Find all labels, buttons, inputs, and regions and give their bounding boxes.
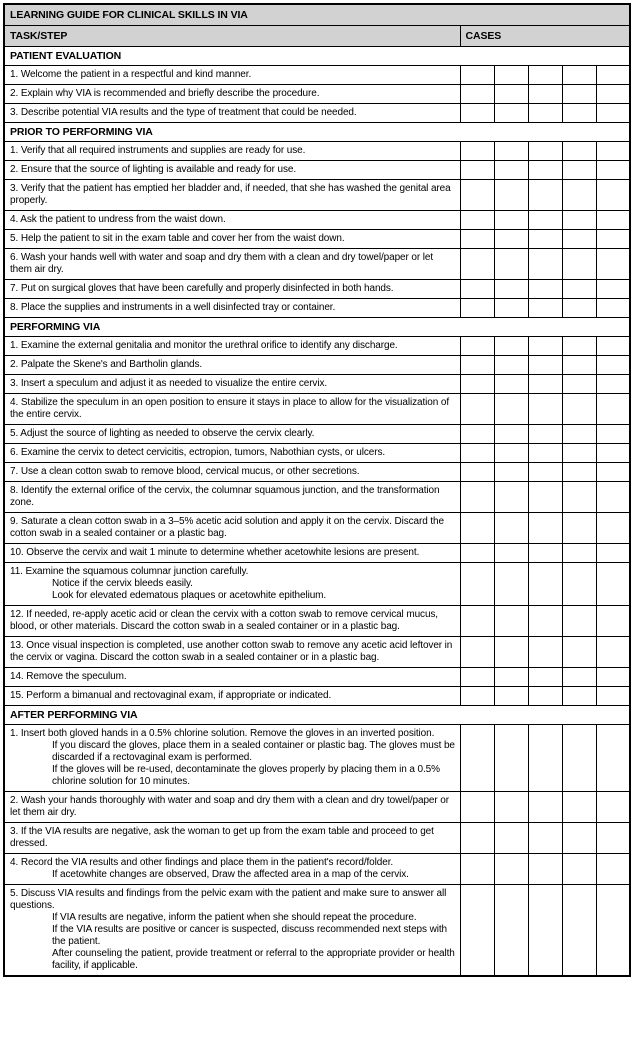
case-cell xyxy=(460,885,494,977)
case-cell xyxy=(528,337,562,356)
case-cell xyxy=(562,230,596,249)
case-cell xyxy=(460,482,494,513)
case-cell xyxy=(562,299,596,318)
case-cell xyxy=(460,85,494,104)
case-cell xyxy=(562,544,596,563)
case-cell xyxy=(528,463,562,482)
task-subline: If acetowhite changes are observed, Draw the affected area in a map of the cervix. xyxy=(52,869,409,880)
case-cell xyxy=(562,563,596,606)
case-cell xyxy=(528,637,562,668)
table-row xyxy=(4,544,630,563)
task-text: 12. If needed, re-apply acetic acid or clean the cervix with a cotton swab to remove cervical mucus, blood, or other materials. Discard the cotton swab in a sealed container or in a plastic bag. xyxy=(10,609,438,632)
case-cell xyxy=(528,66,562,85)
case-cell xyxy=(494,792,528,823)
section-header: AFTER PERFORMING VIA xyxy=(4,706,630,725)
case-cell xyxy=(562,606,596,637)
task-cell xyxy=(4,280,460,299)
case-cell xyxy=(596,513,630,544)
task-cell xyxy=(4,299,460,318)
case-cell xyxy=(460,687,494,706)
case-cell xyxy=(528,792,562,823)
case-cell xyxy=(528,725,562,792)
task-cell xyxy=(4,444,460,463)
table-row xyxy=(4,637,630,668)
case-cell xyxy=(596,725,630,792)
task-text: 2. Wash your hands thoroughly with water and soap and dry them with a clean and dry towel/paper or let them air dry. xyxy=(10,795,449,818)
case-cell xyxy=(460,792,494,823)
table-row xyxy=(4,668,630,687)
case-cell xyxy=(494,161,528,180)
case-cell xyxy=(528,544,562,563)
case-cell xyxy=(494,230,528,249)
task-text: 15. Perform a bimanual and rectovaginal exam, if appropriate or indicated. xyxy=(10,690,332,701)
case-cell xyxy=(562,482,596,513)
case-cell xyxy=(494,444,528,463)
task-cell xyxy=(4,249,460,280)
task-cell xyxy=(4,375,460,394)
task-cell xyxy=(4,425,460,444)
section-header-row xyxy=(4,318,630,337)
case-cell xyxy=(562,687,596,706)
case-cell xyxy=(494,425,528,444)
case-cell xyxy=(494,513,528,544)
case-cell xyxy=(494,668,528,687)
table-row xyxy=(4,725,630,792)
task-cell xyxy=(4,725,460,792)
task-text: 14. Remove the speculum. xyxy=(10,671,127,682)
case-cell xyxy=(494,725,528,792)
task-text: 3. Describe potential VIA results and the type of treatment that could be needed. xyxy=(10,107,357,118)
case-cell xyxy=(596,854,630,885)
case-cell xyxy=(562,885,596,977)
case-cell xyxy=(562,249,596,280)
case-cell xyxy=(596,823,630,854)
case-cell xyxy=(494,544,528,563)
table-row xyxy=(4,375,630,394)
column-header-task: TASK/STEP xyxy=(4,26,460,47)
case-cell xyxy=(596,563,630,606)
table-row xyxy=(4,66,630,85)
task-text: 9. Saturate a clean cotton swab in a 3–5% acetic acid solution and apply it on the cervix. Discard the cotton swab in a sealed container or a plastic bag. xyxy=(10,516,444,539)
case-cell xyxy=(562,725,596,792)
case-cell xyxy=(528,823,562,854)
case-cell xyxy=(596,66,630,85)
case-cell xyxy=(460,637,494,668)
table-row xyxy=(4,885,630,977)
case-cell xyxy=(494,211,528,230)
task-text: 2. Ensure that the source of lighting is available and ready for use. xyxy=(10,164,297,175)
table-row xyxy=(4,337,630,356)
task-text: 4. Ask the patient to undress from the waist down. xyxy=(10,214,226,225)
case-cell xyxy=(460,668,494,687)
task-subline: If you discard the gloves, place them in a sealed container or plastic bag. The gloves must be discarded if a rectovaginal exam is performed. xyxy=(52,740,455,763)
case-cell xyxy=(494,249,528,280)
task-cell xyxy=(4,356,460,375)
task-cell xyxy=(4,142,460,161)
task-text: 5. Discuss VIA results and findings from the pelvic exam with the patient and make sure to answer all questions. xyxy=(10,888,447,911)
task-text: 1. Examine the external genitalia and monitor the urethral orifice to identify any discharge. xyxy=(10,340,398,351)
case-cell xyxy=(596,161,630,180)
case-cell xyxy=(528,482,562,513)
task-cell xyxy=(4,180,460,211)
case-cell xyxy=(596,249,630,280)
case-cell xyxy=(494,337,528,356)
title-row xyxy=(4,4,630,26)
section-header: PRIOR TO PERFORMING VIA xyxy=(4,123,630,142)
case-cell xyxy=(596,211,630,230)
task-text: 13. Once visual inspection is completed, use another cotton swab to remove any acetic acid leftover in the cervix or vagina. Discard the cotton swab in a sealed container or in a plastic bag. xyxy=(10,640,453,663)
case-cell xyxy=(596,463,630,482)
table-row xyxy=(4,142,630,161)
case-cell xyxy=(460,463,494,482)
case-cell xyxy=(460,142,494,161)
task-cell xyxy=(4,885,460,977)
case-cell xyxy=(460,356,494,375)
table-row xyxy=(4,463,630,482)
task-cell xyxy=(4,823,460,854)
case-cell xyxy=(596,885,630,977)
case-cell xyxy=(596,668,630,687)
task-text: 1. Verify that all required instruments and supplies are ready for use. xyxy=(10,145,306,156)
case-cell xyxy=(494,482,528,513)
case-cell xyxy=(528,885,562,977)
case-cell xyxy=(596,394,630,425)
case-cell xyxy=(562,425,596,444)
table-row xyxy=(4,104,630,123)
task-text: 1. Welcome the patient in a respectful and kind manner. xyxy=(10,69,252,80)
document-title: LEARNING GUIDE FOR CLINICAL SKILLS IN VIA xyxy=(4,4,630,26)
task-text: 2. Palpate the Skene's and Bartholin glands. xyxy=(10,359,203,370)
task-cell xyxy=(4,394,460,425)
case-cell xyxy=(596,687,630,706)
task-text: 5. Help the patient to sit in the exam table and cover her from the waist down. xyxy=(10,233,345,244)
case-cell xyxy=(460,66,494,85)
case-cell xyxy=(494,375,528,394)
task-text: 5. Adjust the source of lighting as needed to observe the cervix clearly. xyxy=(10,428,315,439)
case-cell xyxy=(562,104,596,123)
case-cell xyxy=(528,356,562,375)
case-cell xyxy=(528,230,562,249)
case-cell xyxy=(528,180,562,211)
table-row xyxy=(4,854,630,885)
case-cell xyxy=(460,180,494,211)
case-cell xyxy=(528,280,562,299)
task-text: 7. Use a clean cotton swab to remove blood, cervical mucus, or other secretions. xyxy=(10,466,360,477)
table-row xyxy=(4,606,630,637)
table-row xyxy=(4,161,630,180)
task-cell xyxy=(4,854,460,885)
task-cell xyxy=(4,337,460,356)
case-cell xyxy=(494,180,528,211)
task-text: 1. Insert both gloved hands in a 0.5% chlorine solution. Remove the gloves in an inverted position. xyxy=(10,728,435,739)
case-cell xyxy=(562,337,596,356)
case-cell xyxy=(494,687,528,706)
case-cell xyxy=(494,854,528,885)
case-cell xyxy=(562,211,596,230)
table-row xyxy=(4,823,630,854)
table-row xyxy=(4,180,630,211)
task-cell xyxy=(4,544,460,563)
column-header-row xyxy=(4,26,630,47)
task-cell xyxy=(4,211,460,230)
case-cell xyxy=(562,854,596,885)
task-text: 11. Examine the squamous columnar junction carefully. xyxy=(10,566,249,577)
case-cell xyxy=(596,792,630,823)
case-cell xyxy=(460,104,494,123)
case-cell xyxy=(562,161,596,180)
task-cell xyxy=(4,230,460,249)
case-cell xyxy=(528,211,562,230)
case-cell xyxy=(528,104,562,123)
task-cell xyxy=(4,792,460,823)
column-header-cases: CASES xyxy=(460,26,630,47)
task-cell xyxy=(4,85,460,104)
table-row xyxy=(4,211,630,230)
case-cell xyxy=(460,563,494,606)
case-cell xyxy=(460,606,494,637)
task-text: 6. Wash your hands well with water and soap and dry them with a clean and dry towel/paper or let them air dry. xyxy=(10,252,434,275)
case-cell xyxy=(562,637,596,668)
task-subline: Notice if the cervix bleeds easily. xyxy=(52,578,193,589)
case-cell xyxy=(562,823,596,854)
case-cell xyxy=(562,85,596,104)
case-cell xyxy=(562,444,596,463)
case-cell xyxy=(494,280,528,299)
case-cell xyxy=(460,725,494,792)
task-cell xyxy=(4,687,460,706)
case-cell xyxy=(494,823,528,854)
table-row xyxy=(4,356,630,375)
task-cell xyxy=(4,668,460,687)
task-text: 8. Identify the external orifice of the cervix, the columnar squamous junction, and the transformation zone. xyxy=(10,485,440,508)
task-subline: If the VIA results are positive or cancer is suspected, discuss recommended next steps with the patient. xyxy=(52,924,447,947)
case-cell xyxy=(596,280,630,299)
case-cell xyxy=(460,394,494,425)
case-cell xyxy=(562,142,596,161)
case-cell xyxy=(460,375,494,394)
table-row xyxy=(4,280,630,299)
task-cell xyxy=(4,482,460,513)
table-row xyxy=(4,444,630,463)
case-cell xyxy=(596,85,630,104)
case-cell xyxy=(596,444,630,463)
task-cell xyxy=(4,606,460,637)
task-cell xyxy=(4,161,460,180)
case-cell xyxy=(460,249,494,280)
case-cell xyxy=(528,161,562,180)
table-row xyxy=(4,425,630,444)
learning-guide-table xyxy=(3,3,631,977)
case-cell xyxy=(460,230,494,249)
case-cell xyxy=(596,230,630,249)
case-cell xyxy=(562,792,596,823)
case-cell xyxy=(460,280,494,299)
case-cell xyxy=(460,425,494,444)
case-cell xyxy=(494,104,528,123)
case-cell xyxy=(596,544,630,563)
section-header-row xyxy=(4,123,630,142)
case-cell xyxy=(596,180,630,211)
task-cell xyxy=(4,513,460,544)
case-cell xyxy=(562,66,596,85)
task-text: 2. Explain why VIA is recommended and briefly describe the procedure. xyxy=(10,88,320,99)
case-cell xyxy=(494,394,528,425)
task-cell xyxy=(4,563,460,606)
case-cell xyxy=(596,606,630,637)
case-cell xyxy=(528,299,562,318)
case-cell xyxy=(528,687,562,706)
case-cell xyxy=(494,299,528,318)
guide-body xyxy=(4,47,630,977)
section-header-row xyxy=(4,47,630,66)
case-cell xyxy=(460,823,494,854)
table-row xyxy=(4,563,630,606)
case-cell xyxy=(494,885,528,977)
task-text: 6. Examine the cervix to detect cervicitis, ectropion, tumors, Nabothian cysts, or ulcers. xyxy=(10,447,386,458)
section-header: PERFORMING VIA xyxy=(4,318,630,337)
task-text: 10. Observe the cervix and wait 1 minute to determine whether acetowhite lesions are present. xyxy=(10,547,420,558)
case-cell xyxy=(596,299,630,318)
case-cell xyxy=(562,280,596,299)
task-subline: After counseling the patient, provide treatment or referral to the appropriate provider or health facility, if applicable. xyxy=(52,948,455,971)
case-cell xyxy=(460,211,494,230)
task-text: 3. If the VIA results are negative, ask the woman to get up from the exam table and proceed to get dressed. xyxy=(10,826,434,849)
case-cell xyxy=(460,854,494,885)
case-cell xyxy=(596,637,630,668)
case-cell xyxy=(460,513,494,544)
case-cell xyxy=(562,463,596,482)
case-cell xyxy=(562,180,596,211)
case-cell xyxy=(494,142,528,161)
case-cell xyxy=(596,375,630,394)
case-cell xyxy=(528,375,562,394)
case-cell xyxy=(596,104,630,123)
table-row xyxy=(4,482,630,513)
task-text: 4. Record the VIA results and other findings and place them in the patient's record/folder. xyxy=(10,857,394,868)
case-cell xyxy=(494,85,528,104)
section-header: PATIENT EVALUATION xyxy=(4,47,630,66)
case-cell xyxy=(596,142,630,161)
table-row xyxy=(4,299,630,318)
table-row xyxy=(4,230,630,249)
task-text: 3. Verify that the patient has emptied her bladder and, if needed, that she has washed the genital area properly. xyxy=(10,183,451,206)
case-cell xyxy=(596,482,630,513)
task-cell xyxy=(4,463,460,482)
case-cell xyxy=(528,563,562,606)
case-cell xyxy=(528,444,562,463)
case-cell xyxy=(494,606,528,637)
task-text: 3. Insert a speculum and adjust it as needed to visualize the entire cervix. xyxy=(10,378,328,389)
case-cell xyxy=(596,356,630,375)
task-cell xyxy=(4,66,460,85)
case-cell xyxy=(460,444,494,463)
case-cell xyxy=(460,544,494,563)
case-cell xyxy=(460,337,494,356)
case-cell xyxy=(528,142,562,161)
case-cell xyxy=(596,425,630,444)
case-cell xyxy=(562,394,596,425)
table-row xyxy=(4,249,630,280)
case-cell xyxy=(494,66,528,85)
case-cell xyxy=(528,85,562,104)
case-cell xyxy=(562,375,596,394)
case-cell xyxy=(528,249,562,280)
task-text: 7. Put on surgical gloves that have been carefully and properly disinfected in both hands. xyxy=(10,283,394,294)
task-text: 4. Stabilize the speculum in an open position to ensure it stays in place to allow for the visualization of the entire cervix. xyxy=(10,397,450,420)
task-cell xyxy=(4,637,460,668)
case-cell xyxy=(494,563,528,606)
case-cell xyxy=(528,606,562,637)
case-cell xyxy=(596,337,630,356)
table-row xyxy=(4,513,630,544)
task-text: 8. Place the supplies and instruments in a well disinfected tray or container. xyxy=(10,302,336,313)
task-subline: If VIA results are negative, inform the patient when she should repeat the procedure. xyxy=(52,912,417,923)
case-cell xyxy=(494,463,528,482)
table-row xyxy=(4,394,630,425)
case-cell xyxy=(562,668,596,687)
case-cell xyxy=(528,394,562,425)
table-row xyxy=(4,792,630,823)
case-cell xyxy=(562,513,596,544)
case-cell xyxy=(494,356,528,375)
case-cell xyxy=(528,425,562,444)
table-row xyxy=(4,687,630,706)
table-row xyxy=(4,85,630,104)
case-cell xyxy=(528,668,562,687)
task-cell xyxy=(4,104,460,123)
case-cell xyxy=(562,356,596,375)
case-cell xyxy=(528,513,562,544)
task-subline: If the gloves will be re-used, decontaminate the gloves properly by placing them in a 0.5% chlorine solution for 10 minutes. xyxy=(52,764,440,787)
case-cell xyxy=(460,299,494,318)
section-header-row xyxy=(4,706,630,725)
case-cell xyxy=(494,637,528,668)
case-cell xyxy=(528,854,562,885)
case-cell xyxy=(460,161,494,180)
task-subline: Look for elevated edematous plaques or acetowhite epithelium. xyxy=(52,590,327,601)
